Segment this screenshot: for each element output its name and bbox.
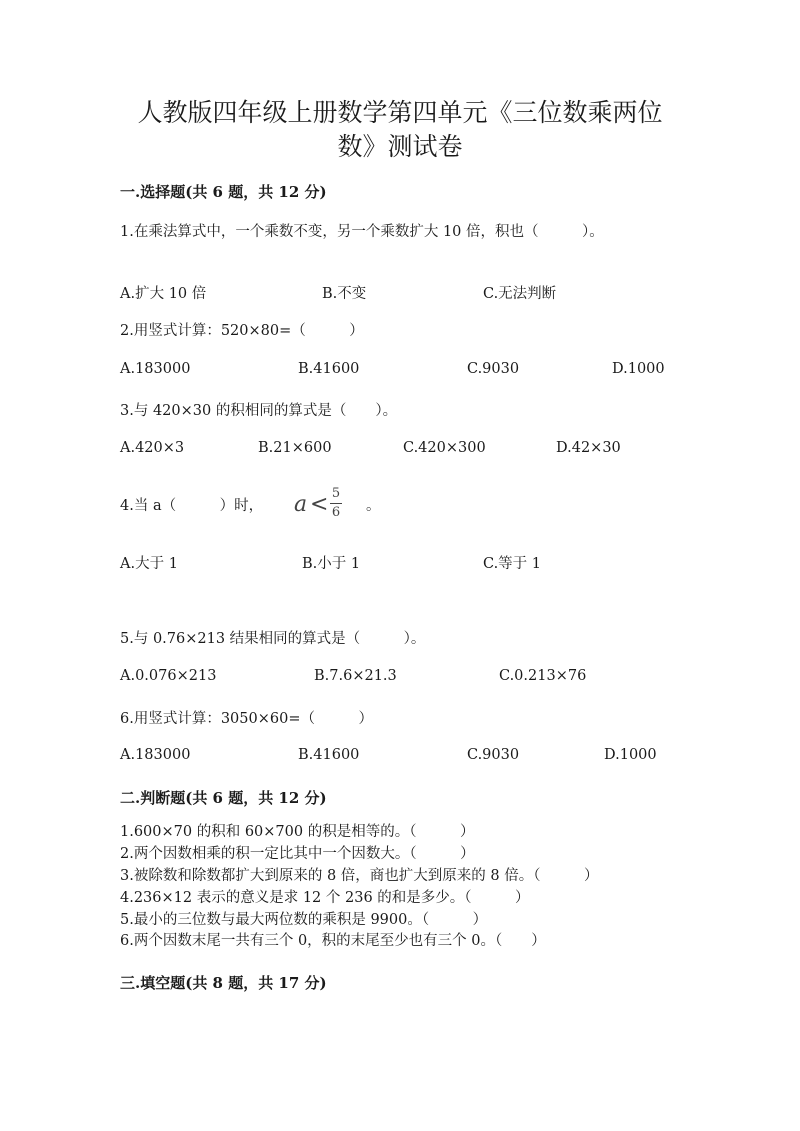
- tf-item-3: 3.被除数和除数都扩大到原来的 8 倍，商也扩大到原来的 8 倍。（ ）: [120, 868, 599, 884]
- question-6-option-a: A.183000: [120, 747, 191, 763]
- question-2-option-a: A.183000: [120, 361, 191, 377]
- section-heading-choice: 一.选择题(共 6 题，共 12 分): [120, 183, 327, 201]
- page-title-line-2: 数》测试卷: [337, 132, 463, 161]
- question-5-option-c: C.0.213×76: [499, 668, 587, 684]
- tf-item-4: 4.236×12 表示的意义是求 12 个 236 的和是多少。（ ）: [120, 890, 530, 906]
- question-1-option-a: A.扩大 10 倍: [120, 286, 207, 302]
- question-6: 6.用竖式计算：3050×60=（ ）: [120, 711, 373, 727]
- question-4-option-c: C.等于 1: [483, 556, 542, 572]
- math-less-than: <: [310, 492, 329, 517]
- question-1-option-b: B.不变: [322, 286, 367, 302]
- question-5: 5.与 0.76×213 结果相同的算式是（ ）。: [120, 631, 426, 647]
- tf-item-2: 2.两个因数相乘的积一定比其中一个因数大。（ ）: [120, 846, 475, 862]
- question-3-option-c: C.420×300: [403, 440, 486, 456]
- question-5-option-a: A.0.076×213: [120, 668, 217, 684]
- question-5-option-b: B.7.6×21.3: [314, 668, 397, 684]
- page-title-line-1: 人教版四年级上册数学第四单元《三位数乘两位: [137, 98, 663, 127]
- math-variable-a: a: [294, 492, 308, 517]
- question-2-option-c: C.9030: [467, 361, 520, 377]
- section-heading-fill-blank: 三.填空题(共 8 题，共 17 分): [120, 974, 327, 992]
- question-3-option-b: B.21×600: [258, 440, 332, 456]
- section-heading-true-false: 二.判断题(共 6 题，共 12 分): [120, 789, 327, 807]
- question-3-option-a: A.420×3: [120, 440, 185, 456]
- fraction-numerator: 5: [331, 486, 341, 501]
- fraction-bar: [330, 503, 342, 504]
- tf-item-5: 5.最小的三位数与最大两位数的乘积是 9900。（ ）: [120, 912, 488, 928]
- question-3: 3.与 420×30 的积相同的算式是（ ）。: [120, 403, 398, 419]
- question-4-option-b: B.小于 1: [302, 556, 361, 572]
- question-4: 4.当 a（ ）时，: [120, 498, 264, 514]
- question-6-option-d: D.1000: [604, 747, 657, 763]
- tf-item-6: 6.两个因数末尾一共有三个 0，积的末尾至少也有三个 0。（ ）: [120, 933, 546, 949]
- tf-item-1: 1.600×70 的积和 60×700 的积是相等的。（ ）: [120, 824, 475, 840]
- question-2: 2.用竖式计算：520×80=（ ）: [120, 323, 364, 339]
- question-1: 1.在乘法算式中，一个乘数不变，另一个乘数扩大 10 倍，积也（ ）。: [120, 224, 604, 240]
- question-1-option-c: C.无法判断: [483, 286, 557, 302]
- question-6-option-c: C.9030: [467, 747, 520, 763]
- question-6-option-b: B.41600: [298, 747, 360, 763]
- question-3-option-d: D.42×30: [556, 440, 621, 456]
- question-2-option-d: D.1000: [612, 361, 665, 377]
- question-4-end: 。: [366, 498, 381, 514]
- question-4-option-a: A.大于 1: [120, 556, 178, 572]
- question-2-option-b: B.41600: [298, 361, 360, 377]
- fraction-denominator: 6: [331, 505, 341, 520]
